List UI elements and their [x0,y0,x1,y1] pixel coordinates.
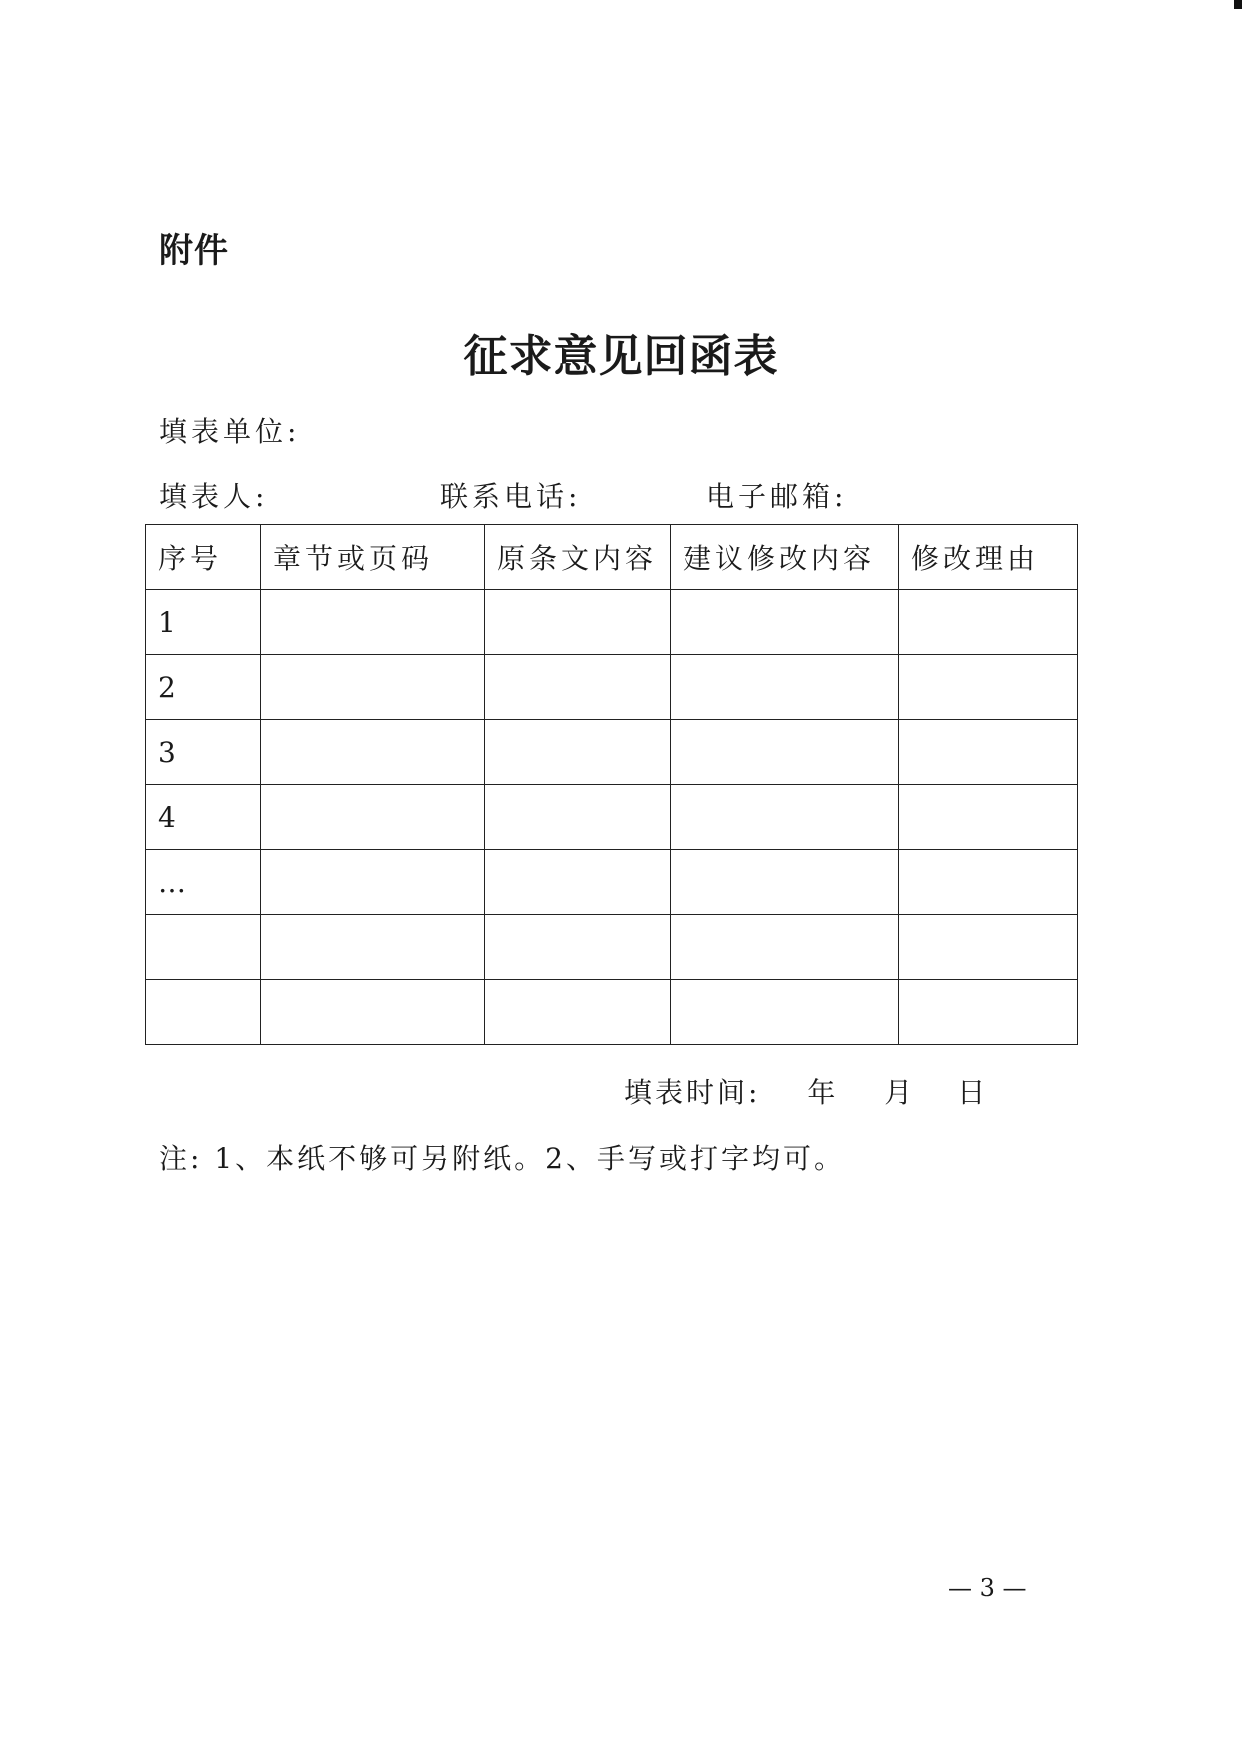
table-cell [261,655,485,720]
table-cell [485,850,671,915]
table-cell [899,785,1078,850]
form-title: 征求意见回函表 [463,331,779,382]
table-row [146,915,1078,980]
table-row [146,720,1078,785]
note-text: 注: 1、本纸不够可另附纸。2、手写或打字均可。 [159,1142,845,1175]
table-cell [485,655,671,720]
header-seq: 序号 [146,525,261,590]
table-cell [899,980,1078,1045]
table-cell [261,915,485,980]
header-reason: 修改理由 [899,525,1078,590]
attachment-label: 附件 [159,231,229,271]
table-cell [146,980,261,1045]
table-cell [671,785,899,850]
table-header-row [146,525,1078,590]
table-cell [899,655,1078,720]
table-cell [146,915,261,980]
fill-time-label: 填表时间: [624,1076,761,1109]
table-cell [671,850,899,915]
table-row [146,655,1078,720]
field-filler: 填表人: [159,480,269,513]
table-cell [485,590,671,655]
table-cell [899,915,1078,980]
feedback-table [145,524,1078,1045]
table-cell [485,720,671,785]
field-email: 电子邮箱: [706,480,848,513]
table-cell: 3 [146,720,261,785]
page-number: — 3 — [948,1574,1027,1602]
fill-time-month: 月 [884,1076,913,1109]
scan-edge-mark [1234,0,1242,9]
table-row [146,590,1078,655]
table-row [146,850,1078,915]
table-cell: 2 [146,655,261,720]
table-row [146,785,1078,850]
fill-time-day: 日 [957,1076,986,1109]
table-cell [261,785,485,850]
table-cell [899,590,1078,655]
table-row [146,980,1078,1045]
table-cell [261,850,485,915]
table-cell [485,915,671,980]
header-suggested-change: 建议修改内容 [671,525,899,590]
table-cell [671,720,899,785]
table-cell: 4 [146,785,261,850]
table-cell [671,980,899,1045]
field-fill-unit: 填表单位: [159,415,301,448]
table-cell [671,590,899,655]
table-cell [261,720,485,785]
table-cell [261,590,485,655]
table-cell: … [146,850,261,915]
table-cell [485,980,671,1045]
fill-time-line [624,1071,985,1111]
table-cell [899,850,1078,915]
fill-time-year: 年 [807,1076,836,1109]
table-cell [485,785,671,850]
table-cell [261,980,485,1045]
field-phone: 联系电话: [440,480,582,513]
table-cell [671,655,899,720]
header-original-text: 原条文内容 [485,525,671,590]
table-cell [671,915,899,980]
table-cell: 1 [146,590,261,655]
header-chapter-page: 章节或页码 [261,525,485,590]
table-cell [899,720,1078,785]
